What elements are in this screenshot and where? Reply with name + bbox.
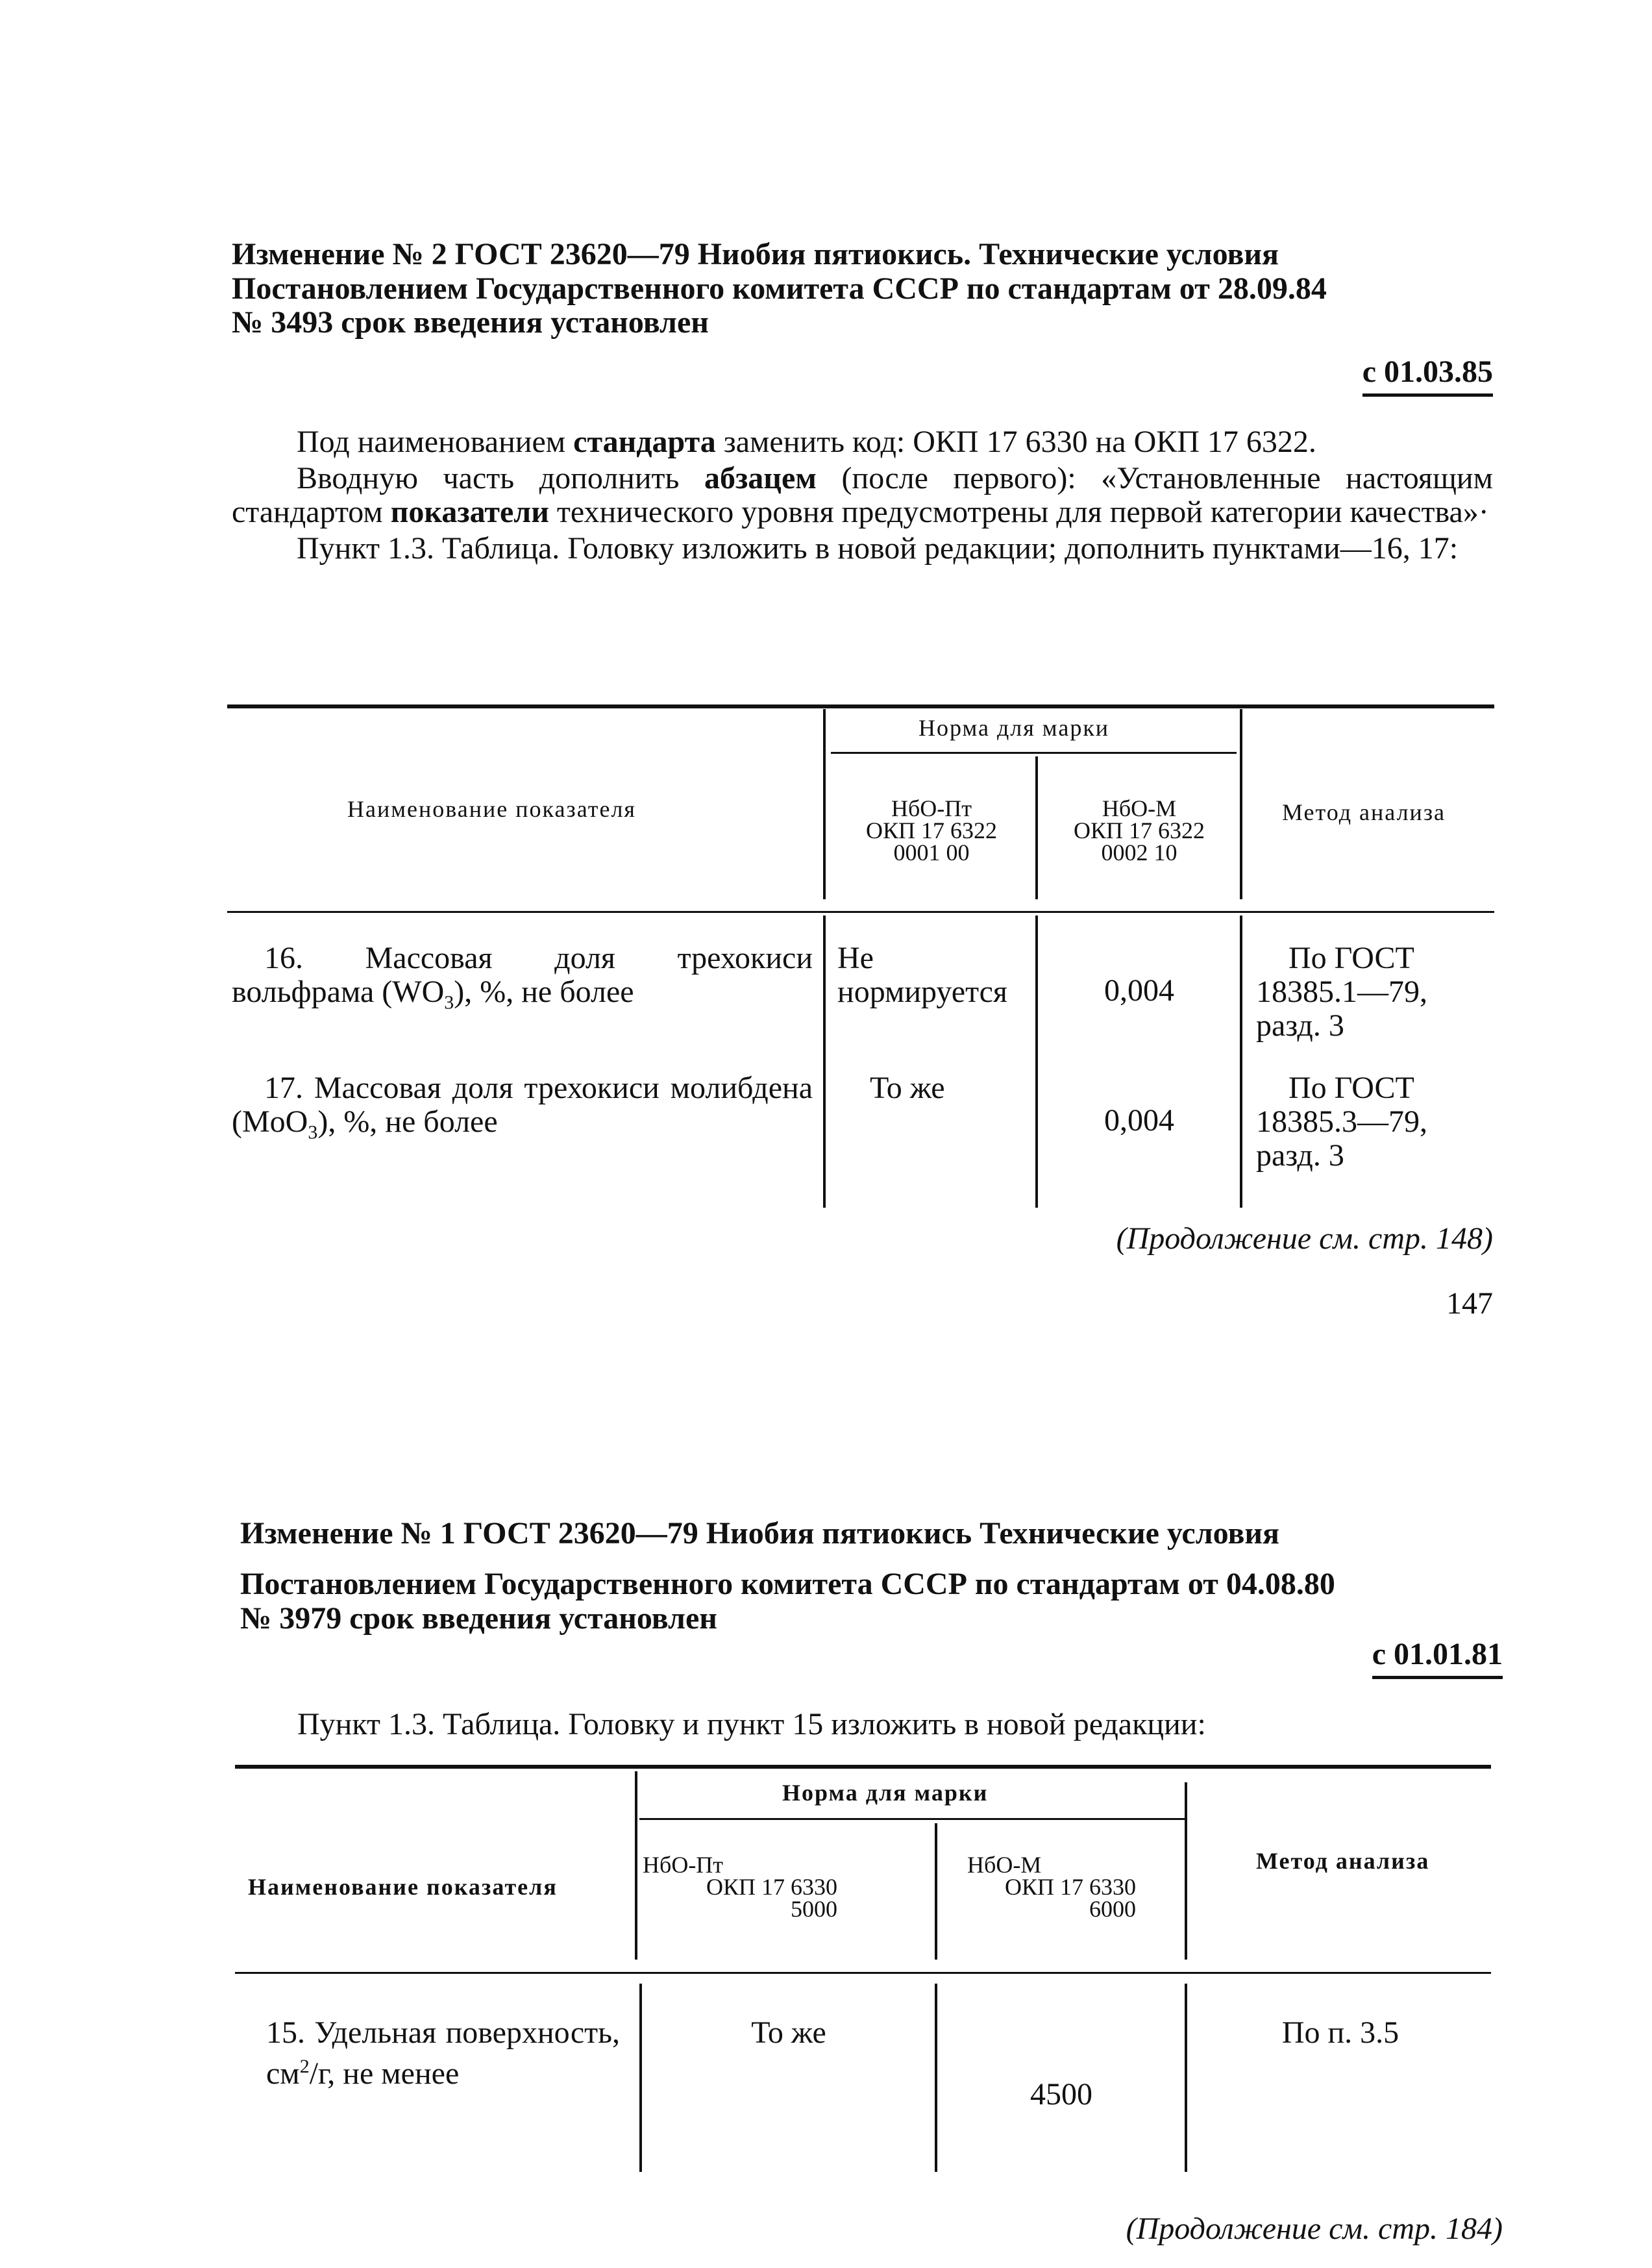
table1-vline-2b (935, 1984, 937, 2172)
table2-row17-grade1: То же (870, 1071, 945, 1105)
table2-col-method-header: Метод анализа (1282, 799, 1446, 825)
table2-vline-2 (1035, 756, 1038, 899)
table2-row16-name: 16. Массовая доля трехокиси вольфрама $(WO_3)$, %, не более (232, 941, 813, 1014)
table2-vline-3b (1240, 916, 1242, 1208)
table1-grade2-header: НбО-М ОКП 17 6330 6000 (967, 1852, 1136, 1922)
table2-vline-1b (823, 916, 826, 1208)
table2-col-norm-header: Норма для марки (918, 715, 1110, 741)
table1-vline-3 (1185, 1782, 1187, 1960)
table1-vline-3b (1185, 1984, 1187, 2172)
table1-vline-1b (639, 1984, 642, 2172)
table2-vline-1 (823, 709, 826, 899)
change1-title-line1: Изменение № 1 ГОСТ 23620—79 Ниобия пятиокись Технические условия (240, 1516, 1280, 1551)
change2-title-line2: Постановлением Государственного комитета СССР по стандартам от 28.09.84 (232, 271, 1327, 306)
table1-header-rule (235, 1972, 1491, 1974)
table2-vline-3 (1240, 709, 1242, 899)
table2-header-rule (227, 911, 1494, 913)
table1-col-method-header: Метод анализа (1256, 1848, 1430, 1874)
change2-title-line3: № 3493 срок введения установлен (232, 305, 709, 340)
table2-grade1-header: НбО-Пт ОКП 17 6322 0001 00 (865, 795, 997, 866)
table2-grade2-header: НбО-М ОКП 17 6322 0002 10 (1073, 795, 1205, 866)
change2-title-line1: Изменение № 2 ГОСТ 23620—79 Ниобия пятиокись. Технические условия (232, 237, 1279, 271)
table1-row15-name: 15. Удельная поверхность, $см^2/г$, не менее (266, 2015, 620, 2091)
table2-row16-grade2: 0,004 (1104, 973, 1174, 1008)
table1-col-norm-header: Норма для марки (782, 1780, 989, 1806)
change1-paragraph: Пункт 1.3. Таблица. Головку и пункт 15 изложить в новой редакции: (297, 1707, 1206, 1741)
change2-continuation-note: (Продолжение см. стр. 148) (1116, 1221, 1493, 1256)
table2-col-name-header: Наименование показателя (347, 796, 636, 822)
change2-body-text (232, 425, 1493, 566)
change1-title-line2: Постановлением Государственного комитета СССР по стандартам от 04.08.80 (240, 1567, 1335, 1601)
table1-vline-1 (635, 1771, 637, 1960)
change2-paragraph-3: Пункт 1.3. Таблица. Головку изложить в новой редакции; дополнить пунктами—16, 17: (297, 531, 1459, 566)
table2-top-rule (227, 704, 1494, 708)
table1-grade1-header: НбО-Пт ОКП 17 6330 5000 (643, 1852, 837, 1922)
change1-effective-date: с 01.01.81 (1372, 1636, 1503, 1679)
change2-paragraph-2: Вводную часть дополнить абзацем (после первого): «Установленные настоящим стандартом показатели технического уровня предусмотрены для первой категории качества»· (232, 461, 1493, 529)
table2-row16-method: По ГОСТ 18385.1—79, разд. 3 (1256, 941, 1427, 1043)
change2-effective-date: с 01.03.85 (1362, 354, 1493, 397)
table1-vline-2 (935, 1823, 937, 1960)
change1-continuation-note: (Продолжение см. стр. 184) (1126, 2212, 1503, 2246)
table2-row17-grade2: 0,004 (1104, 1103, 1174, 1138)
table1-row15-grade1: То же (751, 2015, 826, 2050)
table1-row15-grade2: 4500 (1030, 2077, 1092, 2112)
change1-title-line3: № 3979 срок введения установлен (240, 1601, 717, 1636)
table2-vline-2b (1035, 916, 1038, 1208)
page-number: 147 (1446, 1286, 1493, 1321)
change2-paragraph-1: Под наименованием стандарта заменить код: ОКП 17 6330 на ОКП 17 6322. (297, 425, 1316, 459)
table1-col-name-header: Наименование показателя (248, 1874, 558, 1900)
table1-top-rule (235, 1765, 1491, 1769)
table2-row16-grade1: Не нормируется (837, 941, 1008, 1009)
table1-norm-rule (639, 1818, 1185, 1820)
table2-norm-rule (831, 752, 1237, 754)
table2-row17-method: По ГОСТ 18385.3—79, разд. 3 (1256, 1071, 1427, 1173)
table1-row15-method: По п. 3.5 (1281, 2015, 1399, 2050)
table2-row17-name: 17. Массовая доля трехокиси молибдена (MoO$_3$), %, не более (232, 1071, 813, 1143)
